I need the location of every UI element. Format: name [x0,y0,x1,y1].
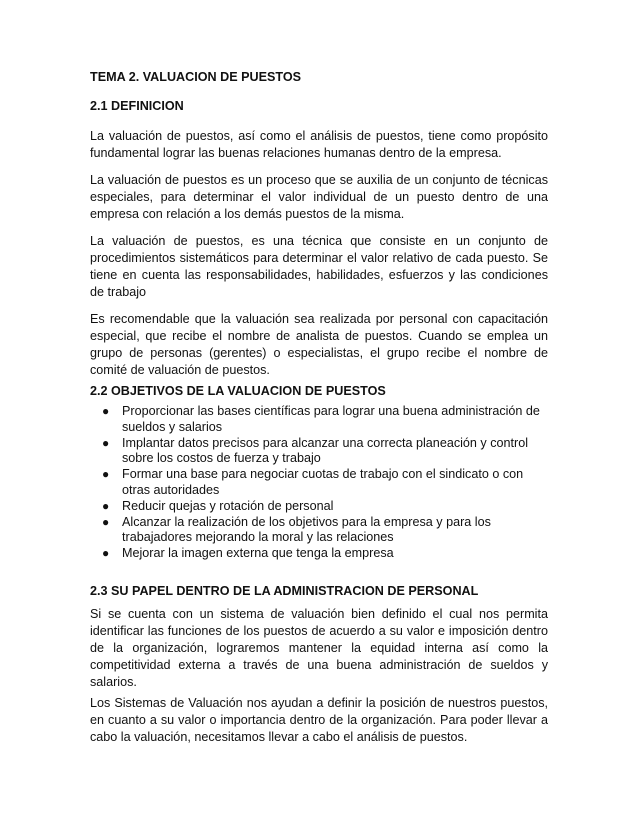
list-item-text: Reducir quejas y rotación de personal [122,498,334,513]
objectives-list [90,404,548,562]
bullet-dot-icon: ● [102,435,110,450]
bullet-dot-icon: ● [102,404,110,418]
list-item-text: Proporcionar las bases científicas para lograr una buena administración de sueldos y salarios [122,404,540,434]
section-spacer [90,562,548,583]
paragraph: Si se cuenta con un sistema de valuación bien definido el cual nos permita identificar las funciones de los puestos de acuerdo a su valor e imposición dentro de la organización, lograremos mantener la equidad interna así como la competitividad externa a través de una buena administración de sueldos y salarios. [90,606,548,689]
section-heading-definicion: 2.1 DEFINICION [90,99,184,113]
document-title: TEMA 2. VALUACION DE PUESTOS [90,70,302,84]
list-item [90,467,548,499]
list-item [90,404,548,436]
bullet-dot-icon: ● [102,467,110,482]
list-item-text: Formar una base para negociar cuotas de trabajo con el sindicato o con otras autoridades [122,467,524,497]
list-item [90,436,548,468]
paragraph: La valuación de puestos es un proceso que se auxilia de un conjunto de técnicas especiales, para determinar el valor individual de un puesto dentro de una empresa con relación a los demás puestos de la misma. [90,173,548,221]
section-heading-papel: 2.3 SU PAPEL DENTRO DE LA ADMINISTRACION DE PERSONAL [90,583,479,598]
paragraph: La valuación de puestos, es una técnica que consiste en un conjunto de procedimientos sistemáticos para determinar el valor relativo de cada puesto. Se tiene en cuenta las responsabilidades, habilidades, esfuerzos y las condiciones de trabajo [90,234,548,299]
bullet-dot-icon: ● [102,546,110,561]
list-item [90,546,548,562]
list-item-text: Mejorar la imagen externa que tenga la empresa [122,546,394,561]
paragraph: Es recomendable que la valuación sea realizada por personal con capacitación especial, que recibe el nombre de analista de puestos. Cuando se emplea un grupo de personas (gerentes) o especialistas, el grupo recibe el nombre de comité de valuación de puestos. [90,312,548,377]
paragraph: La valuación de puestos, así como el análisis de puestos, tiene como propósito fundamental lograr las buenas relaciones humanas dentro de la empresa. [90,129,548,160]
list-item [90,499,548,515]
list-item [90,515,548,547]
list-item-text: Alcanzar la realización de los objetivos para la empresa y para los trabajadores mejorando la moral y las relaciones [122,514,491,545]
paragraph: Los Sistemas de Valuación nos ayudan a definir la posición de nuestros puestos, en cuanto a su valor o importancia dentro de la organización. Para poder llevar a cabo la valuación, necesitamos llevar a cabo el análisis de puestos. [90,695,548,744]
bullet-dot-icon: ● [102,514,110,529]
list-item-text: Implantar datos precisos para alcanzar una correcta planeación y control sobre los costos de fuerza y trabajo [122,435,529,466]
bullet-dot-icon: ● [102,498,110,513]
section-heading-objetivos: 2.2 OBJETIVOS DE LA VALUACION DE PUESTOS [90,384,386,398]
